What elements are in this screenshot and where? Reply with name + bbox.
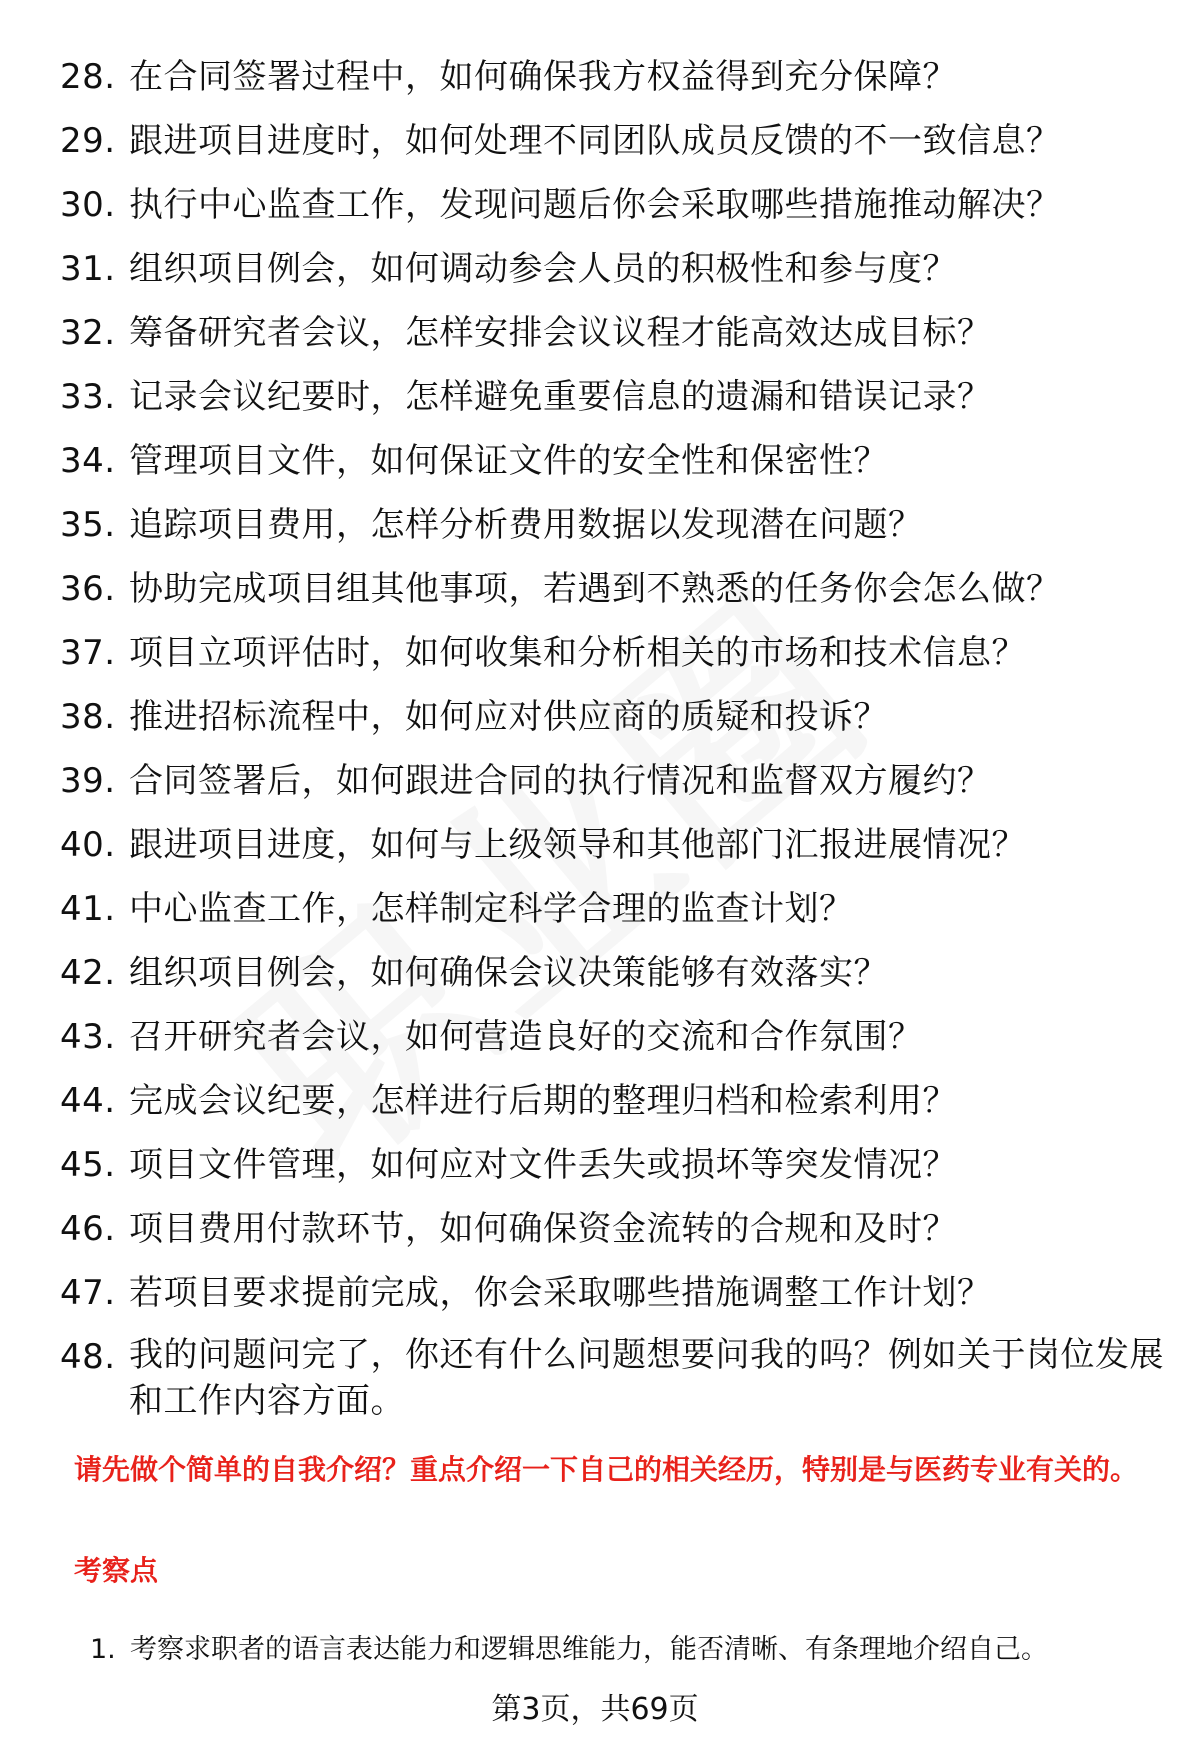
question-text: 推进招标流程中，如何应对供应商的质疑和投诉？ <box>129 697 888 737</box>
question-text: 协助完成项目组其他事项，若遇到不熟悉的任务你会怎么做？ <box>129 569 1061 609</box>
list-item <box>60 116 1170 180</box>
question-text: 跟进项目进度时，如何处理不同团队成员反馈的不一致信息？ <box>129 121 1061 161</box>
question-text: 跟进项目进度，如何与上级领导和其他部门汇报进展情况？ <box>129 825 1026 865</box>
list-item <box>60 52 1170 116</box>
question-text: 项目立项评估时，如何收集和分析相关的市场和技术信息？ <box>129 633 1026 673</box>
point-text: 考察求职者的语言表达能力和逻辑思维能力，能否清晰、有条理地介绍自己。 <box>130 1634 1048 1665</box>
list-item <box>60 564 1170 628</box>
question-text: 我的问题问完了，你还有什么问题想要问我的吗？例如关于岗位发展和工作内容方面。 <box>129 1335 1164 1421</box>
list-item <box>60 1140 1170 1204</box>
question-text: 中心监查工作，怎样制定科学合理的监查计划？ <box>129 889 854 929</box>
list-item <box>60 1204 1170 1268</box>
page-number: 第3页，共69页 <box>491 1692 699 1727</box>
point-number: 1. <box>90 1634 116 1665</box>
question-number: 47. <box>60 1273 116 1313</box>
list-item <box>60 436 1170 500</box>
question-list <box>60 52 1170 1442</box>
question-number: 45. <box>60 1145 116 1185</box>
list-item <box>60 308 1170 372</box>
list-item <box>60 756 1170 820</box>
list-item <box>60 820 1170 884</box>
list-item <box>60 1268 1170 1332</box>
list-item <box>60 244 1170 308</box>
section-heading: 请先做个简单的自我介绍？重点介绍一下自己的相关经历，特别是与医药专业有关的。 <box>74 1453 1139 1486</box>
question-text: 召开研究者会议，如何营造良好的交流和合作氛围？ <box>129 1017 923 1057</box>
question-text: 在合同签署过程中，如何确保我方权益得到充分保障？ <box>129 57 957 97</box>
question-text: 记录会议纪要时，怎样避免重要信息的遗漏和错误记录？ <box>129 377 992 417</box>
question-number: 42. <box>60 953 116 993</box>
section-subheading: 考察点 <box>74 1554 159 1587</box>
list-item <box>60 884 1170 948</box>
question-number: 43. <box>60 1017 116 1057</box>
question-text: 执行中心监查工作，发现问题后你会采取哪些措施推动解决？ <box>129 185 1061 225</box>
question-text: 合同签署后，如何跟进合同的执行情况和监督双方履约？ <box>129 761 992 801</box>
question-number: 34. <box>60 441 116 481</box>
list-item <box>60 372 1170 436</box>
question-number: 29. <box>60 121 116 161</box>
question-text: 完成会议纪要，怎样进行后期的整理归档和检索利用？ <box>129 1081 957 1121</box>
question-number: 39. <box>60 761 116 801</box>
question-number: 37. <box>60 633 116 673</box>
question-text: 若项目要求提前完成，你会采取哪些措施调整工作计划？ <box>129 1273 992 1313</box>
list-item <box>60 948 1170 1012</box>
question-number: 30. <box>60 185 116 225</box>
list-item <box>60 692 1170 756</box>
question-text: 组织项目例会，如何确保会议决策能够有效落实？ <box>129 953 888 993</box>
question-text: 筹备研究者会议，怎样安排会议议程才能高效达成目标？ <box>129 313 992 353</box>
list-item <box>60 1332 1170 1442</box>
question-number: 32. <box>60 313 116 353</box>
question-text: 管理项目文件，如何保证文件的安全性和保密性？ <box>129 441 888 481</box>
question-number: 44. <box>60 1081 116 1121</box>
question-text: 追踪项目费用，怎样分析费用数据以发现潜在问题？ <box>129 505 923 545</box>
question-number: 46. <box>60 1209 116 1249</box>
list-item <box>60 180 1170 244</box>
list-item <box>60 628 1170 692</box>
question-number: 31. <box>60 249 116 289</box>
question-text: 组织项目例会，如何调动参会人员的积极性和参与度？ <box>129 249 957 289</box>
question-number: 36. <box>60 569 116 609</box>
question-number: 35. <box>60 505 116 545</box>
question-number: 41. <box>60 889 116 929</box>
question-number: 40. <box>60 825 116 865</box>
question-text: 项目费用付款环节，如何确保资金流转的合规和及时？ <box>129 1209 957 1249</box>
question-number: 33. <box>60 377 116 417</box>
list-item <box>60 1012 1170 1076</box>
question-number: 28. <box>60 57 116 97</box>
question-number: 48. <box>60 1337 116 1377</box>
list-item <box>60 500 1170 564</box>
question-text: 项目文件管理，如何应对文件丢失或损坏等突发情况？ <box>129 1145 957 1185</box>
list-item <box>60 1076 1170 1140</box>
question-number: 38. <box>60 697 116 737</box>
